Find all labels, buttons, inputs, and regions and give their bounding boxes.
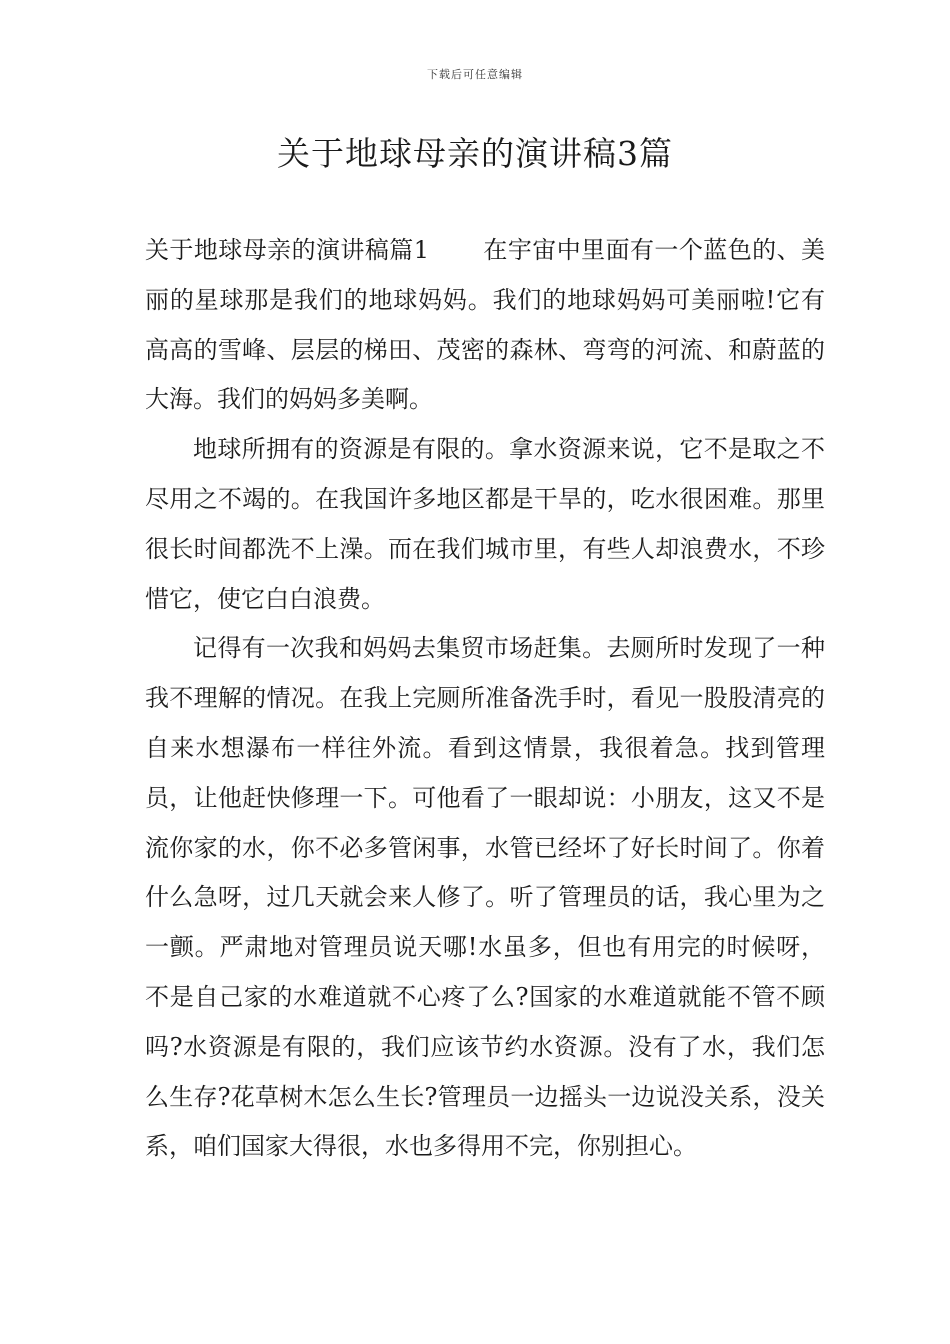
header-note: 下载后可任意编辑 [427,68,523,81]
paragraph-3: 记得有一次我和妈妈去集贸市场赶集。去厕所时发现了一种我不理解的情况。在我上完厕所准备洗手时，看见一股股清亮的自来水想瀑布一样往外流。看到这情景，我很着急。找到管理员，让他赶快修理一下。可他看了一眼却说：小朋友，这又不是流你家的水，你不必多管闲事，水管已经坏了好长时间了。你着什么急呀，过几天就会来人修了。听了管理员的话，我心里为之一颤。严肃地对管理员说天哪!水虽多，但也有用完的时候呀，不是自己家的水难道就不心疼了么?国家的水难道就能不管不顾吗?水资源是有限的，我们应该节约水资源。没有了水，我们怎么生存?花草树木怎么生长?管理员一边摇头一边说没关系，没关系，咱们国家大得很，水也多得用不完，你别担心。 [145,634,825,1161]
paragraph-2: 地球所拥有的资源是有限的。拿水资源来说，它不是取之不尽用之不竭的。在我国许多地区都是干旱的，吃水很困难。那里很长时间都洗不上澡。而在我们城市里，有些人却浪费水，不珍惜它，使它白白浪费。 [145,435,825,613]
document-title: 关于地球母亲的演讲稿3篇 [277,134,673,173]
paragraph-1 [145,226,825,425]
section-heading: 关于地球母亲的演讲稿篇1 [145,236,429,264]
document-body [145,226,825,1172]
paragraph-1-text: 在宇宙中里面有一个蓝色的、美丽的星球那是我们的地球妈妈。我们的地球妈妈可美丽啦!它有高高的雪峰、层层的梯田、茂密的森林、弯弯的河流、和蔚蓝的大海。我们的妈妈多美啊。 [145,236,826,414]
